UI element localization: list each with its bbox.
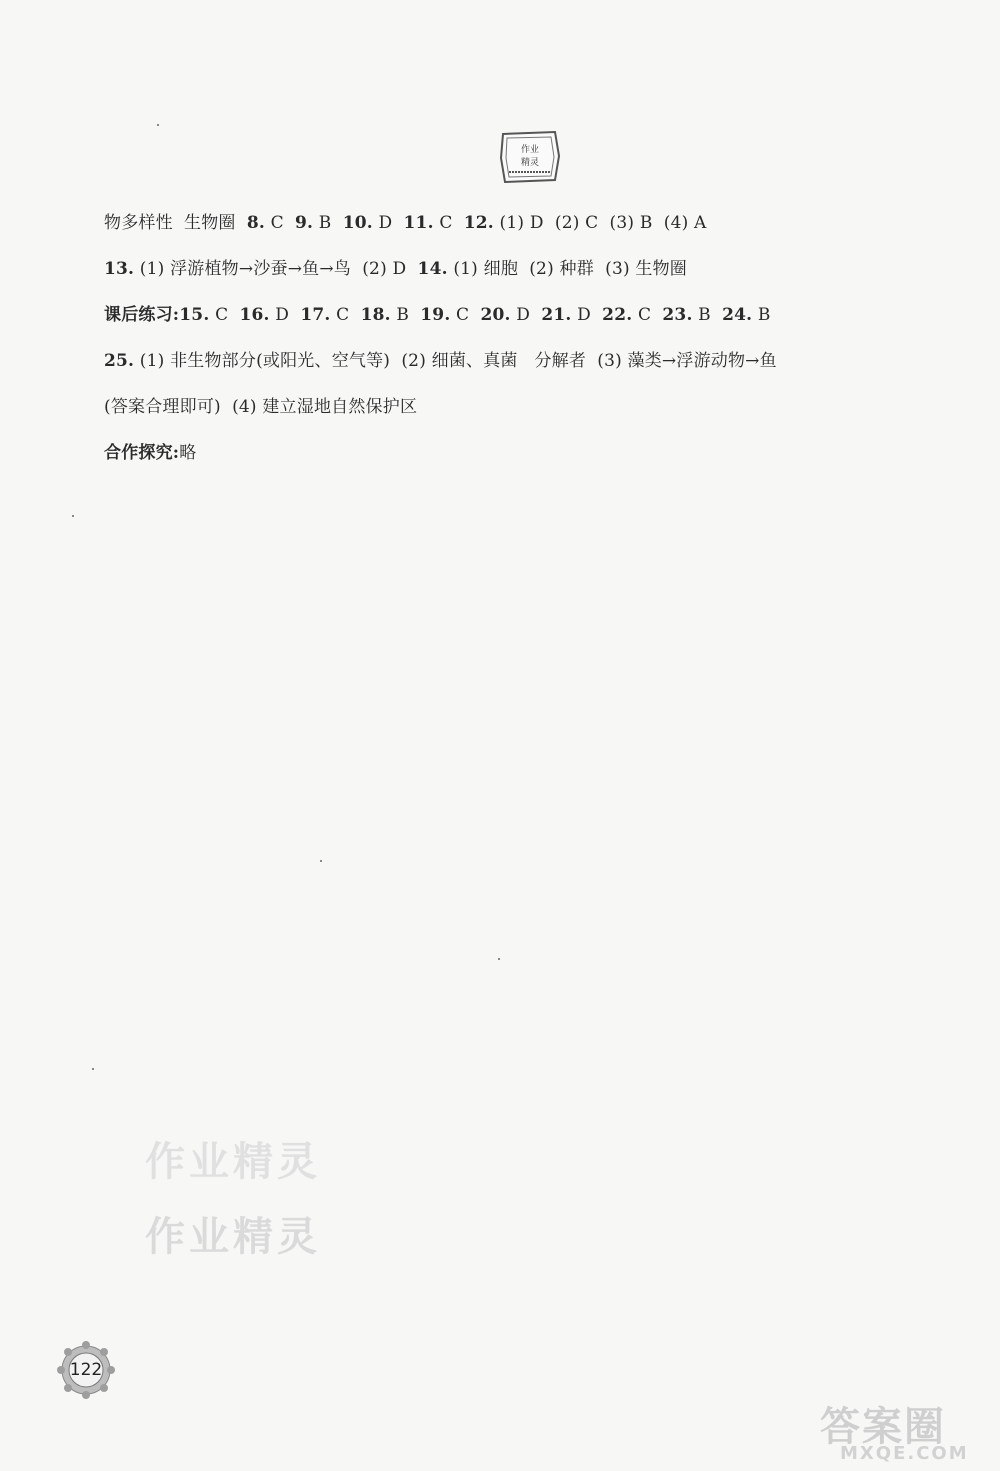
answer-text: C xyxy=(264,213,296,233)
answer-text: (答案合理即可) (4) 建立湿地自然保护区 xyxy=(104,397,418,417)
question-number: 22. xyxy=(602,305,633,325)
scan-speck xyxy=(320,860,322,862)
answer-text: C xyxy=(450,305,481,325)
question-number: 10. xyxy=(342,213,373,233)
watermark-text: 作业精灵 xyxy=(145,1139,321,1185)
answer-text: D xyxy=(510,305,542,325)
question-number: 24. xyxy=(722,305,753,325)
question-number: 21. xyxy=(541,305,572,325)
answer-text: B xyxy=(313,213,343,233)
question-number: 12. xyxy=(463,213,494,233)
question-number: 18. xyxy=(360,305,391,325)
scan-speck xyxy=(157,124,159,126)
answer-line xyxy=(104,338,844,384)
page-number-badge xyxy=(55,1340,117,1400)
scan-speck xyxy=(498,958,500,960)
question-number: 19. xyxy=(420,305,451,325)
answer-text: (1) 非生物部分(或阳光、空气等) (2) 细菌、真菌 分解者 (3) 藻类→浮游动物→鱼 xyxy=(134,351,777,371)
stamp-text-bottom: 精灵 xyxy=(520,158,540,168)
answer-text: B xyxy=(390,305,421,325)
answer-text: C xyxy=(330,305,361,325)
answer-text: C xyxy=(209,305,240,325)
answer-text: 略 xyxy=(179,443,197,463)
question-number: 17. xyxy=(300,305,331,325)
answer-text: D xyxy=(372,213,404,233)
answer-text: C xyxy=(433,213,464,233)
question-number: 13. xyxy=(104,259,135,279)
answer-text: 生物圈 xyxy=(172,213,247,233)
question-number: 15. xyxy=(179,305,210,325)
answer-text: B xyxy=(692,305,723,325)
answer-text: D xyxy=(269,305,301,325)
book-logo-stamp xyxy=(497,130,563,186)
question-number: 25. xyxy=(104,351,135,371)
answer-line xyxy=(104,430,844,476)
watermark-text: 作业精灵 xyxy=(145,1214,321,1260)
answer-text: C xyxy=(632,305,663,325)
answer-line xyxy=(104,246,844,292)
question-number: 9. xyxy=(295,213,314,233)
scan-speck xyxy=(72,515,74,517)
site-logo-watermark xyxy=(820,1395,995,1465)
question-number: 20. xyxy=(480,305,511,325)
page-number: 122 xyxy=(69,1360,103,1380)
scan-speck xyxy=(92,1068,94,1070)
question-number: 合作探究: xyxy=(104,443,180,463)
question-number: 11. xyxy=(403,213,434,233)
answer-line xyxy=(104,200,844,246)
answer-text: (1) 浮游植物→沙蚕→鱼→鸟 (2) D xyxy=(134,259,418,279)
answer-block xyxy=(104,200,844,476)
answer-text: 物多样性 xyxy=(104,213,173,233)
stamp-icon xyxy=(497,130,563,186)
stamp-text-top: 作业 xyxy=(520,145,540,155)
question-number: 14. xyxy=(417,259,448,279)
answer-text: (1) D (2) C (3) B (4) A xyxy=(493,213,707,233)
answer-text: B xyxy=(752,305,771,325)
question-number: 16. xyxy=(239,305,270,325)
answer-text: D xyxy=(571,305,603,325)
question-number: 课后练习: xyxy=(104,305,180,325)
answer-text: (1) 细胞 (2) 种群 (3) 生物圈 xyxy=(447,259,688,279)
question-number: 23. xyxy=(662,305,693,325)
site-brand: 答案圈 xyxy=(820,1404,946,1450)
answer-line xyxy=(104,292,844,338)
answer-line xyxy=(104,384,844,430)
question-number: 8. xyxy=(246,213,265,233)
site-url: MXQE.COM xyxy=(840,1443,969,1464)
